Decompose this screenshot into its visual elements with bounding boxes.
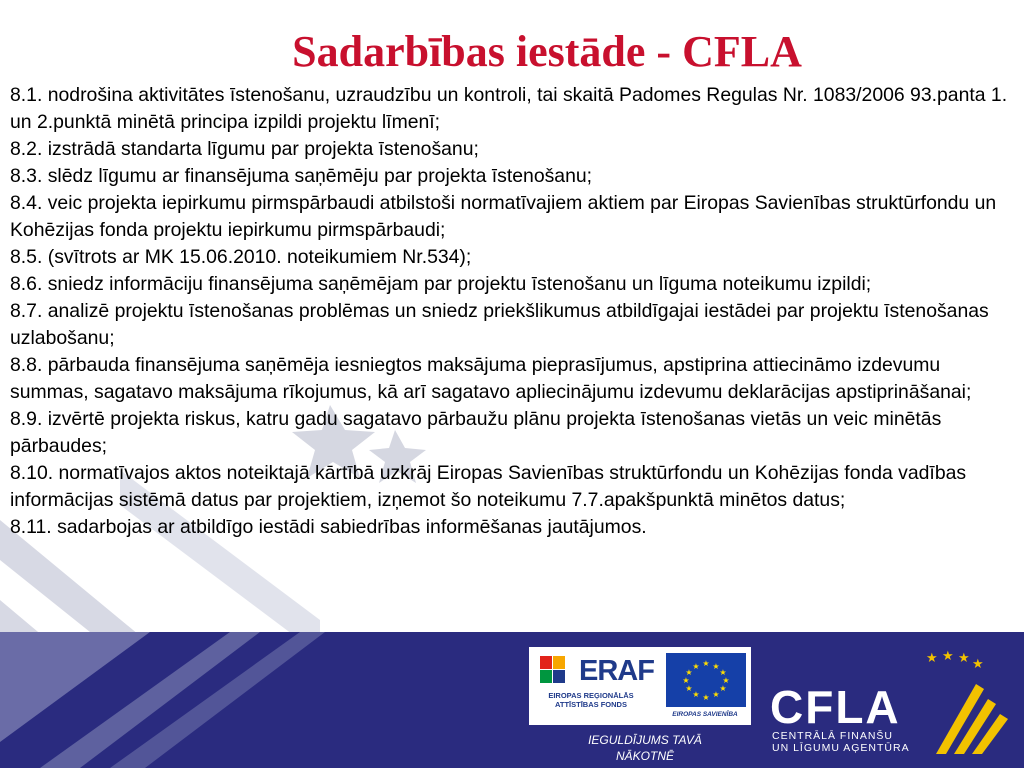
svg-text:★: ★ [685, 684, 693, 693]
cfla-subtitle-line: UN LĪGUMU AĢENTŪRA [772, 742, 910, 754]
eraf-symbol-icon [540, 656, 578, 686]
svg-text:★: ★ [712, 662, 720, 671]
svg-text:★: ★ [972, 657, 984, 672]
svg-text:★: ★ [942, 649, 954, 664]
svg-text:★: ★ [712, 690, 720, 699]
cfla-logo [766, 640, 1016, 760]
eraf-logo-text: ERAF [579, 655, 654, 687]
svg-text:★: ★ [926, 651, 938, 666]
slogan-line: IEGULDĪJUMS TAVĀ [588, 733, 702, 747]
list-item: 8.3. slēdz līgumu ar finansējuma saņēmēju par projekta īstenošanu; [10, 165, 593, 187]
list-item: 8.7. analizē projektu īstenošanas problēmas un sniedz priekšlikumus atbildīgajai iestādei par projektu īstenošanas uzlabošanu; [10, 300, 989, 349]
svg-text:★: ★ [685, 668, 693, 677]
list-item: 8.10. normatīvajos aktos noteiktajā kārtībā uzkrāj Eiropas Savienības struktūrfondu un Kohēzijas fonda vadības informācijas sistēmā datus par projektiem, izņemot šo noteikumu 7.7.apakšpunktā minētos datus; [10, 462, 967, 511]
svg-text:★: ★ [702, 693, 710, 702]
eu-flag-icon [666, 653, 746, 707]
eu-caption: EIROPAS SAVIENĪBA [672, 711, 738, 718]
svg-text:★: ★ [722, 676, 730, 685]
svg-text:★: ★ [682, 676, 690, 685]
list-item: 8.9. izvērtē projekta riskus, katru gadu sagatavo pārbaužu plānu projekta īstenošanas vietās un veic minētās pārbaudes; [10, 408, 942, 457]
svg-text:★: ★ [702, 659, 710, 668]
svg-text:★: ★ [692, 662, 700, 671]
investment-slogan [565, 732, 725, 764]
list-item: 8.5. (svītrots ar MK 15.06.2010. noteikumiem Nr.534); [10, 246, 472, 268]
eraf-caption [538, 691, 644, 709]
list-item: 8.8. pārbauda finansējuma saņēmēja iesniegtos maksājuma pieprasījumus, apstiprina attiecināmo izdevumu summas, sagatavo maksājuma rīkojumus, kā arī sagatavo apliecinājumu izdevumu deklarācijas apstiprināšanai; [10, 354, 972, 403]
list-item: 8.1. nodrošina aktivitātes īstenošanu, uzraudzību un kontroli, tai skaitā Padomes Regulas Nr. 1083/2006 93.panta 1. un 2.punktā minētā principa izpildi projektu līmenī; [10, 84, 1008, 133]
eraf-caption-line: EIROPAS REĢIONĀLĀS [548, 691, 634, 700]
svg-text:★: ★ [719, 668, 727, 677]
cfla-subtitle-line: CENTRĀLĀ FINANŠU [772, 730, 894, 742]
list-item: 8.4. veic projekta iepirkumu pirmspārbaudi atbilstoši normatīvajiem aktiem par Eiropas Savienības struktūrfondu un Kohēzijas fonda projektu iepirkumu pirmspārbaudi; [10, 192, 997, 241]
slogan-line: NĀKOTNĒ [615, 749, 674, 763]
svg-text:★: ★ [958, 651, 970, 666]
cfla-subtitle [772, 730, 910, 754]
eraf-eu-logo-panel [529, 647, 751, 725]
slide-title: Sadarbības iestāde - CFLA [292, 27, 802, 76]
list-item: 8.11. sadarbojas ar atbildīgo iestādi sabiedrības informēšanas jautājumos. [10, 516, 647, 538]
cfla-logo-text: CFLA [770, 681, 901, 733]
eraf-caption-line: ATTĪSTĪBAS FONDS [555, 700, 627, 709]
item-list [10, 82, 1015, 541]
list-item: 8.2. izstrādā standarta līgumu par projekta īstenošanu; [10, 138, 479, 160]
list-item: 8.6. sniedz informāciju finansējuma saņēmējam par projektu īstenošanu un līguma noteikumu izpildi; [10, 273, 872, 295]
svg-text:★: ★ [719, 684, 727, 693]
svg-text:★: ★ [692, 690, 700, 699]
